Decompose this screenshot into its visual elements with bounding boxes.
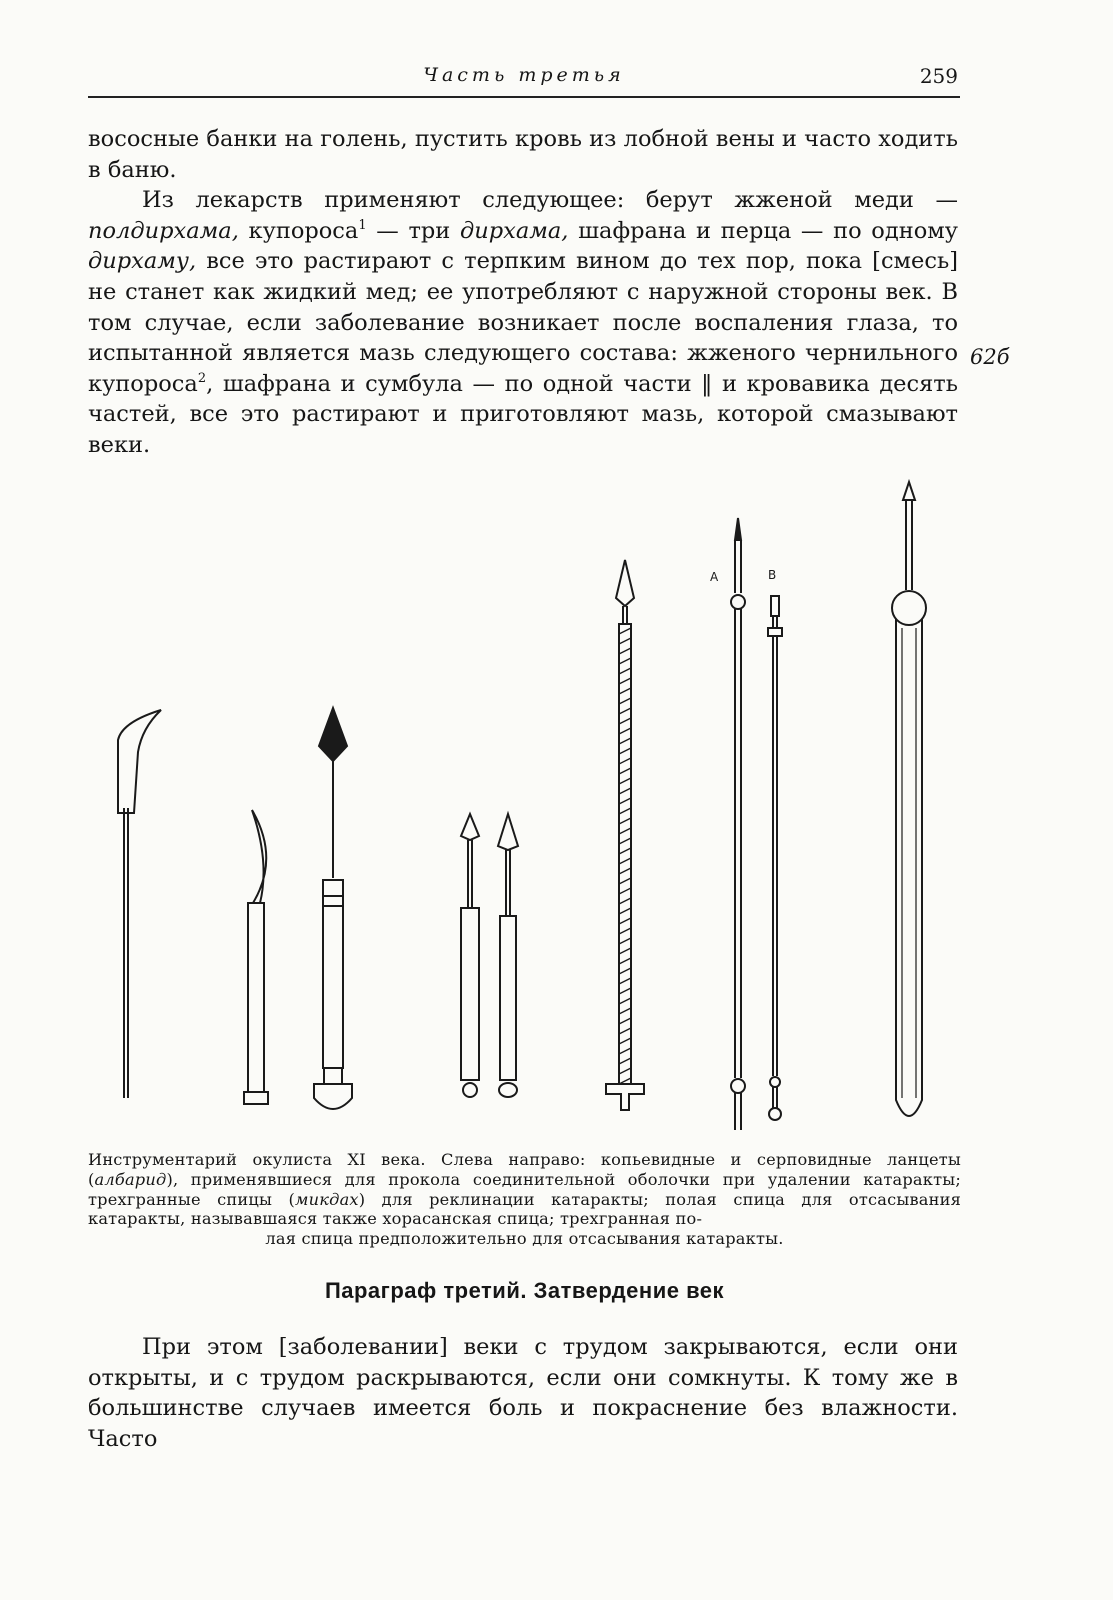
needle-b (768, 596, 782, 1120)
hooked-lancet (118, 710, 161, 1098)
spear-lancet (314, 708, 352, 1109)
instruments-figure (88, 478, 968, 1140)
section-text (88, 1332, 958, 1454)
needle-label-b: В (768, 568, 777, 582)
hollow-spiral-needle (606, 560, 644, 1110)
footnote-ref-2: 2 (197, 370, 207, 386)
running-head (88, 62, 960, 98)
needle-a (731, 518, 745, 1130)
needle-label-a: А (710, 570, 719, 584)
top-text (88, 124, 958, 461)
page-number: 259 (919, 64, 958, 88)
sickle-lancet (244, 810, 268, 1104)
paragraph-2: Из лекарств применяют следующее: берут жженой меди — полдирхама, купороса$^1$ — три дирхама, шафрана и перца — по одному дирхаму, все это растирают с терпким вином до тех пор, пока [смесь] не станет как жидкий мед; ее употребляют с наружной стороны век. В том случае, если заболевание возникает после воспаления глаза, то испытанной является мазь следующего состава: жженого чернильного купороса$^2$, шафрана и сумбула — по одной части ‖ и кровавика десять частей, все это растирают и приготовляют мазь, которой смазывают веки. (88, 187, 958, 458)
paragraph-1: вососные банки на голень, пустить кровь из лобной вены и часто ходить в баню. (88, 126, 958, 183)
running-title: Часть третья (423, 64, 625, 86)
footnote-ref-1: 1 (358, 217, 367, 233)
triangular-needle-1 (461, 814, 479, 1097)
section-paragraph-1: При этом [заболевании] веки с трудом закрываются, если они открыты, и с трудом раскрываются, если они сомкнуты. К тому же в большинстве случаев имеется боль и покраснение без влажности. Часто (88, 1334, 958, 1452)
figure-caption: Инструментарий окулиста XI века. Слева направо: копьевидные и серповидные ланцеты (албарид), применявшиеся для прокола соединительной оболочки при удалении катаракты; трехгранные спицы (микдах) для реклинации катаракты; полая спица для отсасывания катаракты, называвшаяся также хорасанская спица; трехгранная по- лая спица предположительно для отсасывания катаракты. (88, 1150, 962, 1249)
margin-folio-note: 62б (970, 345, 1010, 369)
hollow-needle-with-ball (892, 482, 926, 1116)
section-heading: Параграф третий. Затвердение век (324, 1278, 725, 1303)
triangular-needle-2 (498, 814, 518, 1097)
